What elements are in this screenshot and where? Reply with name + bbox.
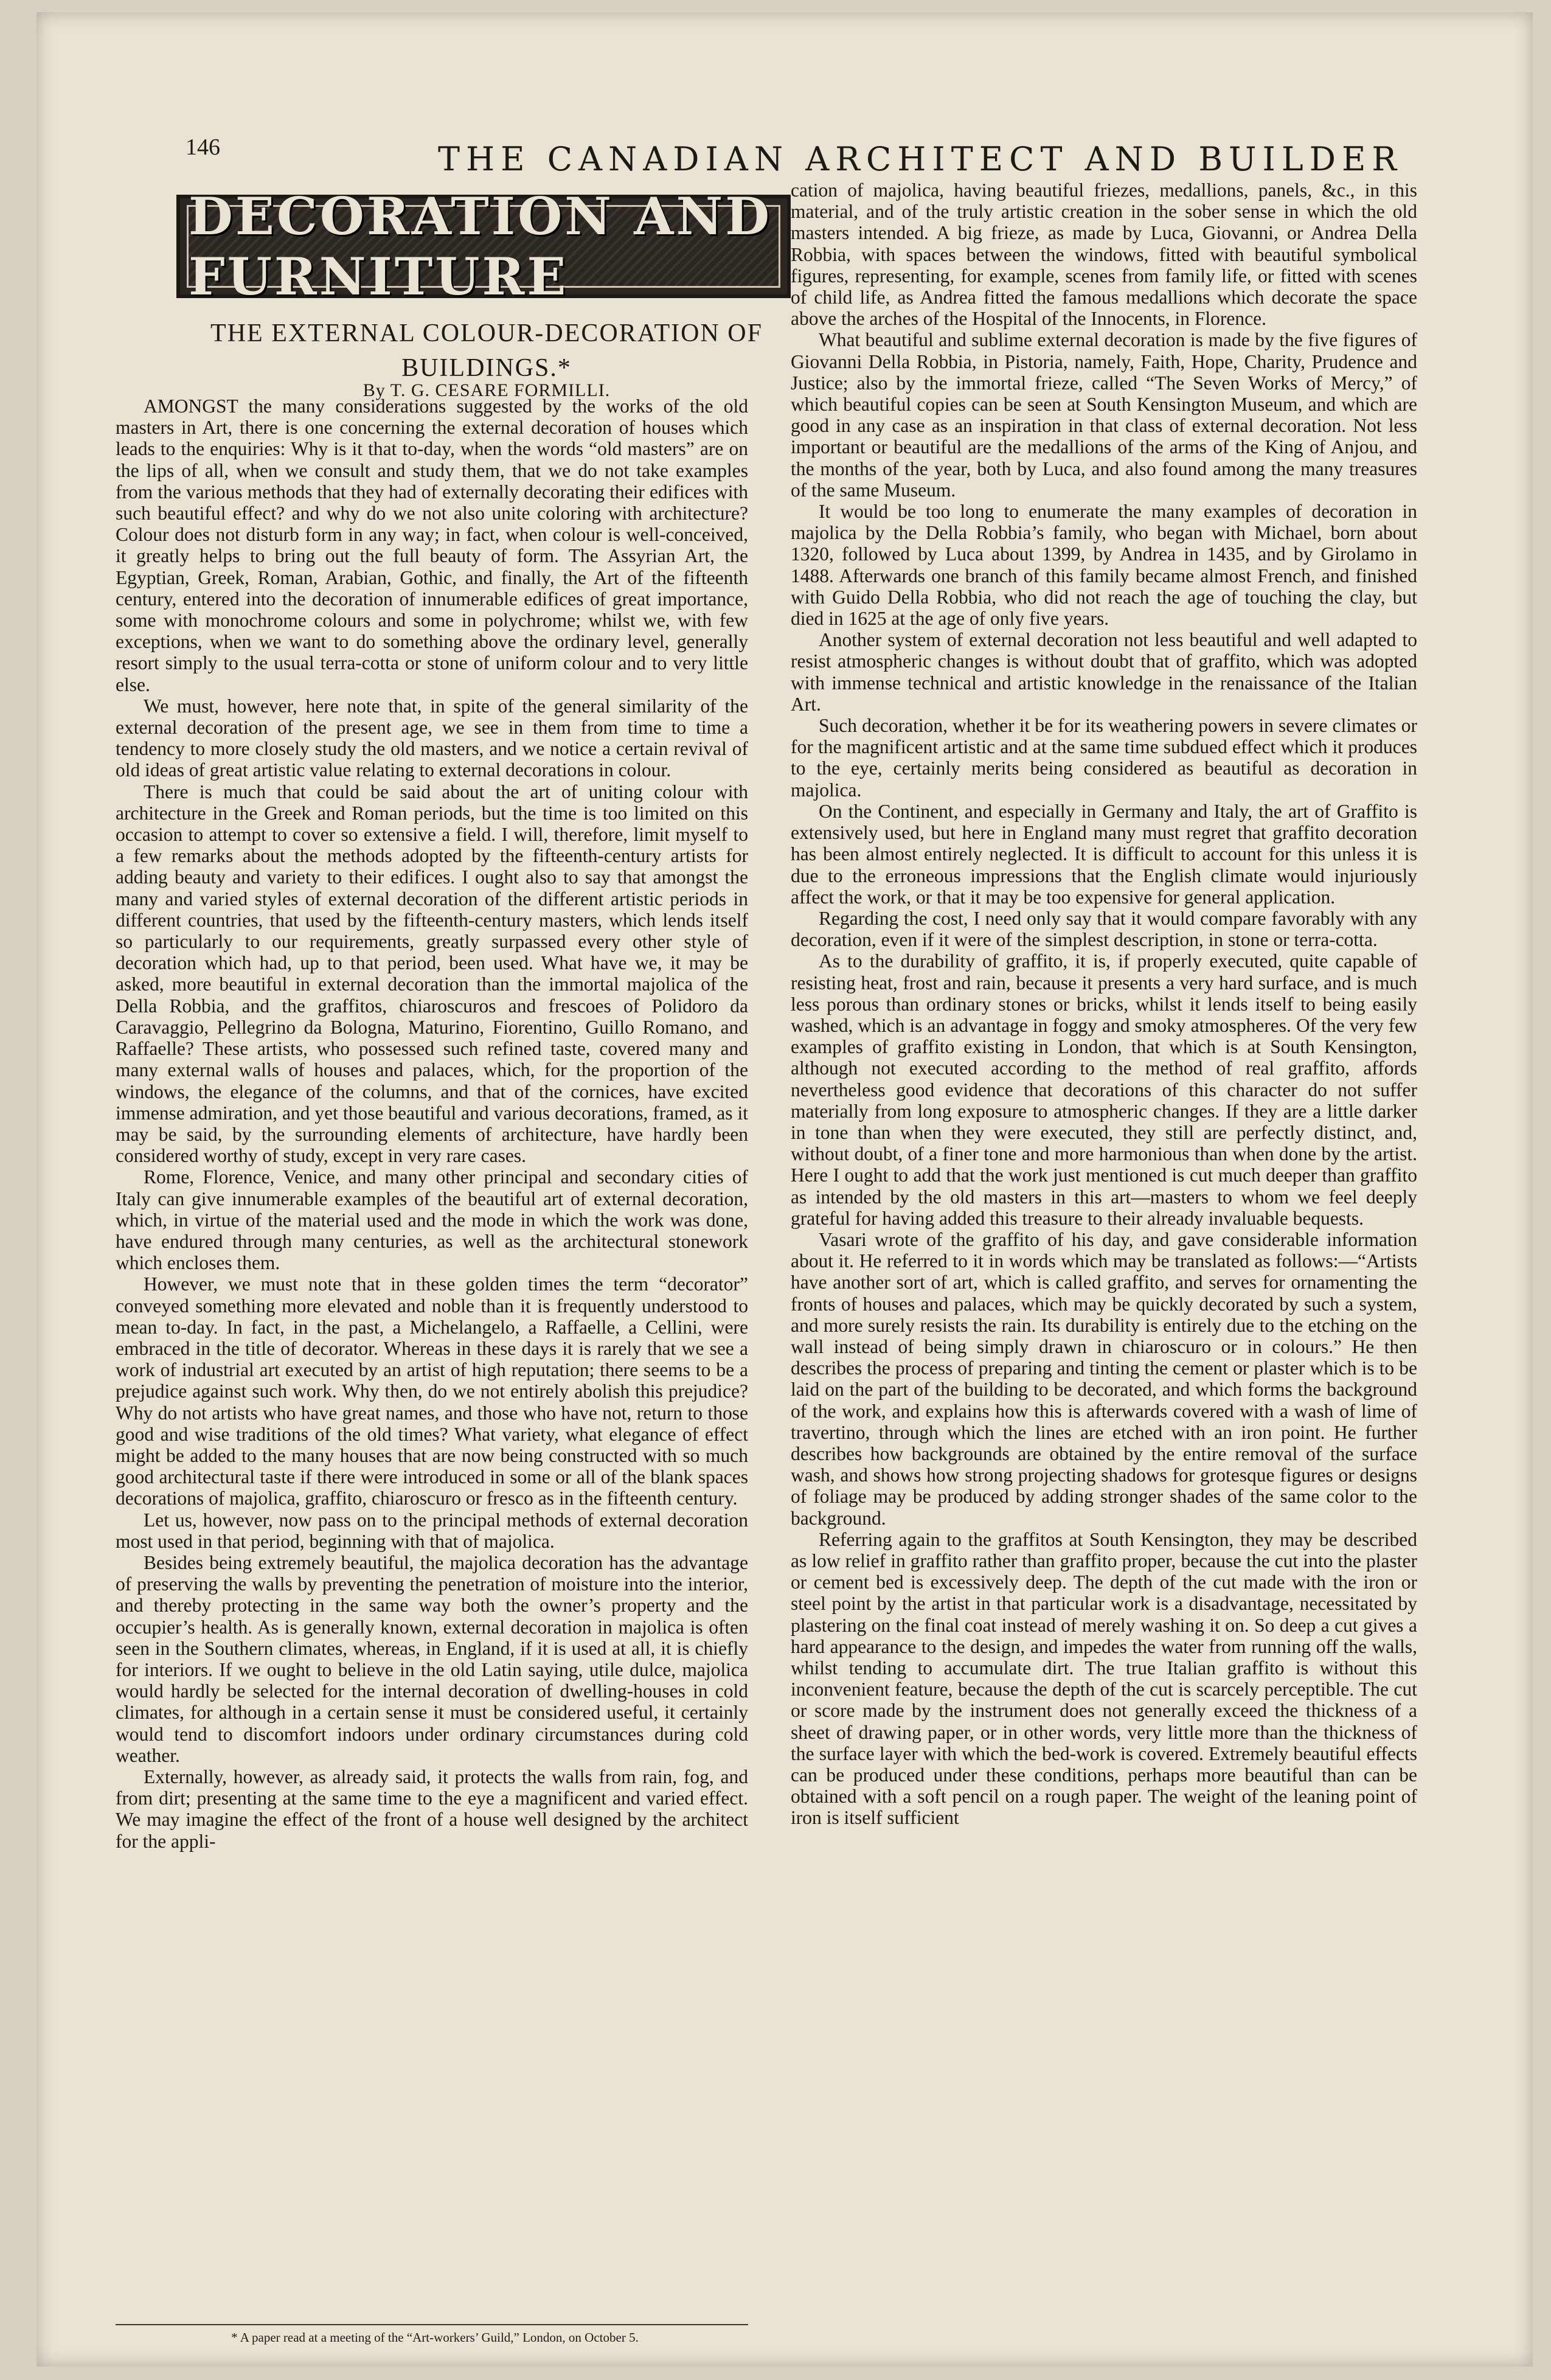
banner-text: DECORATION AND FURNITURE [189, 186, 772, 307]
page-number: 146 [186, 134, 220, 160]
paragraph: Regarding the cost, I need only say that it would compare favorably with any decoration, even if it were of the simplest description, in stone or terra-cotta. [791, 907, 1417, 951]
footnote: * A paper read at a meeting of the “Art-workers’ Guild,” London, on October 5. [231, 2330, 639, 2345]
article-title: THE EXTERNAL COLOUR-DECORATION OF BUILDINGS.* [210, 319, 763, 382]
paragraph: Let us, however, now pass on to the principal methods of external decoration most used in that period, beginning with that of majolica. [116, 1509, 748, 1552]
paragraph: Externally, however, as already said, it protects the walls from rain, fog, and from dirt; presenting at the same time to the eye a magnificent and varied effect. We may imagine the effect of the front of a house well designed by the architect for the appli- [116, 1766, 748, 1852]
paragraph: cation of majolica, having beautiful friezes, medallions, panels, &c., in this material, and of the truly artistic creation in the sober sense in which the old masters intended. A big frieze, as made by Luca, Giovanni, or Andrea Della Robbia, with spaces between the windows, fitted with beautiful symbolical figures, representing, for example, scenes from family life, or fitted with scenes of child life, as Andrea fitted the famous medallions which decorate the space above the arches of the Hospital of the Innocents, in Florence. [791, 179, 1417, 330]
right-column [791, 179, 1417, 1829]
paragraph: Another system of external decoration not less beautiful and well adapted to resist atmospheric changes is without doubt that of graffito, which was adopted with immense technical and artistic knowledge in the renaissance of the Italian Art. [791, 629, 1417, 715]
paragraph: Referring again to the graffitos at South Kensington, they may be described as low relief in graffito rather than graffito proper, because the cut into the plaster or cement bed is excessively deep. The depth of the cut made with the iron or steel point by the artist in that particular work is a disadvantage, necessitated by plastering on the final coat instead of merely washing it on. So deep a cut gives a hard appearance to the design, and impedes the water from running off the walls, whilst tending to accumulate dirt. The true Italian graffito is without this inconvenient feature, because the depth of the cut is scarcely perceptible. The cut or score made by the instrument does not generally exceed the thickness of a sheet of drawing paper, or in other words, very little more than the thickness of the surface layer with which the bed-work is covered. Extremely beautiful effects can be produced under these conditions, perhaps more beautiful than can be obtained with a soft pencil on a rough paper. The weight of the leaning point of iron is itself sufficient [791, 1528, 1417, 1829]
paragraph: Rome, Florence, Venice, and many other principal and secondary cities of Italy can give innumerable examples of the beautiful art of external decoration, which, in virtue of the material used and the mode in which the work was done, have endured through many centuries, as well as the architectural stonework which encloses them. [116, 1166, 748, 1274]
article-byline: By T. G. CESARE FORMILLI. [363, 380, 611, 400]
paragraph: As to the durability of graffito, it is, if properly executed, quite capable of resisting heat, frost and rain, because it presents a very hard surface, and is much less porous than ordinary stones or bricks, whilst it lends itself to being easily washed, which is an advantage in foggy and smoky atmospheres. Of the very few examples of graffito existing in London, that which is at South Kensington, although not executed according to the method of real graffito, affords nevertheless good evidence that decorations of this character do not suffer materially from long exposure to atmospheric changes. If they are a little darker in tone than when they were executed, they still are perfectly distinct, and, without doubt, of a finer tone and more harmonious than when done by the artist. Here I ought to add that the work just mentioned is cut much deeper than graffito as intended by the old masters in this art—masters to whom we feel deeply grateful for having added this treasure to their already invaluable bequests. [791, 950, 1417, 1229]
paragraph: Such decoration, whether it be for its weathering powers in severe climates or for the magnificent artistic and at the same time subdued effect which it produces to the eye, certainly merits being considered as beautiful as decoration in majolica. [791, 715, 1417, 801]
banner-frame [187, 186, 780, 307]
paragraph: However, we must note that in these golden times the term “decorator” conveyed something more elevated and noble than it is frequently understood to mean to-day. In fact, in the past, a Michelangelo, a Raffaelle, a Cellini, were embraced in the title of decorator. Whereas in these days it is rarely that we see a work of industrial art executed by an artist of high reputation; there seems to be a prejudice against such work. Why then, do we not entirely abolish this prejudice? Why do not artists who have great names, and those who have not, return to those good and wise traditions of the old times? What variety, what elegance of effect might be added to the many houses that are now being constructed with so much good architectural taste if there were introduced in some or all of the blank spaces decorations of majolica, graffito, chiaroscuro or fresco as in the fifteenth century. [116, 1273, 748, 1509]
paragraph: There is much that could be said about the art of uniting colour with architecture in the Greek and Roman periods, but the time is too limited on this occasion to attempt to cover so extensive a field. I will, therefore, limit myself to a few remarks about the methods adopted by the fifteenth-century artists for adding beauty and variety to their edifices. I ought also to say that amongst the many and varied styles of external decoration of the different artistic periods in different countries, that used by the fifteenth-century masters, which lends itself so particularly to our requirements, greatly surpassed every other style of decoration which had, up to that period, been used. What have we, it may be asked, more beautiful in external decoration than the immortal majolica of the Della Robbia, and the graffitos, chiaroscuros and frescoes of Polidoro da Caravaggio, Pellegrino da Bologna, Maturino, Fiorentino, Guillo Romano, and Raffaelle? These artists, who possessed such refined taste, covered many and many external walls of houses and palaces, which, for the proportion of the windows, the elegance of the columns, and that of the cornices, have excited immense admiration, and yet those beautiful and various decorations, framed, as it may be said, by the surrounding elements of architecture, have hardly been considered worthy of study, except in very rare cases. [116, 781, 748, 1167]
paragraph: Vasari wrote of the graffito of his day, and gave considerable information about it. He referred to it in words which may be translated as follows:—“Artists have another sort of art, which is called graffito, and serves for ornamenting the fronts of houses and palaces, which may be quickly decorated by such a system, and more surely resists the rain. Its durability is entirely due to the etching on the wall instead of being simply drawn in chiaroscuro or in colours.” He then describes the process of preparing and tinting the cement or plaster which is to be laid on the part of the building to be decorated, and which forms the background of the work, and explains how this is afterwards covered with a wash of lime of travertino, through which the lines are etched with an iron point. He further describes how backgrounds are obtained by the entire removal of the surface wash, and shows how strong projecting shadows for grotesque figures or designs of foliage may be produced by adding stronger shades of the same color to the background. [791, 1228, 1417, 1529]
left-column [116, 395, 748, 1852]
section-banner [176, 186, 791, 307]
paragraph: What beautiful and sublime external decoration is made by the five figures of Giovanni Della Robbia, in Pistoria, namely, Faith, Hope, Charity, Prudence and Justice; also by the immortal frieze, called “The Seven Works of Mercy,” of which beautiful copies can be seen at South Kensington Museum, and which are good in any case as an inspiration in that class of external decoration. Not less important or beautiful are the medallions of the arms of the King of Anjou, and the months of the year, both by Luca, and also found among the many treasures of the same Museum. [791, 329, 1417, 501]
running-title: THE CANADIAN ARCHITECT AND BUILDER [438, 140, 1403, 178]
paragraph: We must, however, here note that, in spite of the general similarity of the external decoration of the present age, we see in them from time to time a tendency to more closely study the old masters, and we notice a certain revival of old ideas of great artistic value relating to external decorations in colour. [116, 695, 748, 781]
paragraph: AMONGST the many considerations suggested by the works of the old masters in Art, there is one concerning the external decoration of houses which leads to the enquiries: Why is it that to-day, when the words “old masters” are on the lips of all, when we consult and study them, that we do not take examples from the various methods that they had of externally decorating their edifices with such beautiful effect? and why do we not also unite coloring with architecture? Colour does not disturb form in any way; in fact, when colour is well-conceived, it greatly helps to bring out the full beauty of form. The Assyrian Art, the Egyptian, Greek, Roman, Arabian, Gothic, and finally, the Art of the fifteenth century, entered into the decoration of innumerable edifices of great importance, some with monochrome colours and some in polychrome; whilst we, with few exceptions, when we want to do something above the ordinary level, generally resort simply to the usual terra-cotta or stone of uniform colour and to very little else. [116, 395, 748, 695]
footnote-rule [116, 2324, 748, 2325]
paragraph: Besides being extremely beautiful, the majolica decoration has the advantage of preserving the walls by preventing the penetration of moisture into the interior, and thereby protecting in the same way both the owner’s property and the occupier’s health. As is generally known, external decoration in majolica is often seen in the Southern climates, whereas, in England, if it is used at all, it is chiefly for interiors. If we ought to believe in the old Latin saying, utile dulce, majolica would hardly be selected for the internal decoration of dwelling-houses in cold climates, for although in a certain sense it must be considered useful, it certainly would tend to discomfort indoors under ordinary circumstances during cold weather. [116, 1551, 748, 1766]
paragraph: It would be too long to enumerate the many examples of decoration in majolica by the Della Robbia’s family, who began with Michael, born about 1320, followed by Luca about 1399, by Andrea in 1435, and by Girolamo in 1488. Afterwards one branch of this family became almost French, and finished with Guido Della Robbia, who did not reach the age of touching the clay, but died in 1625 at the age of only five years. [791, 501, 1417, 630]
paragraph: On the Continent, and especially in Germany and Italy, the art of Graffito is extensively used, but here in England many must regret that graffito decoration has been almost entirely neglected. It is difficult to account for this unless it is due to the erroneous impressions that the English climate would injuriously affect the work, or that it may be too expensive for general application. [791, 800, 1417, 908]
